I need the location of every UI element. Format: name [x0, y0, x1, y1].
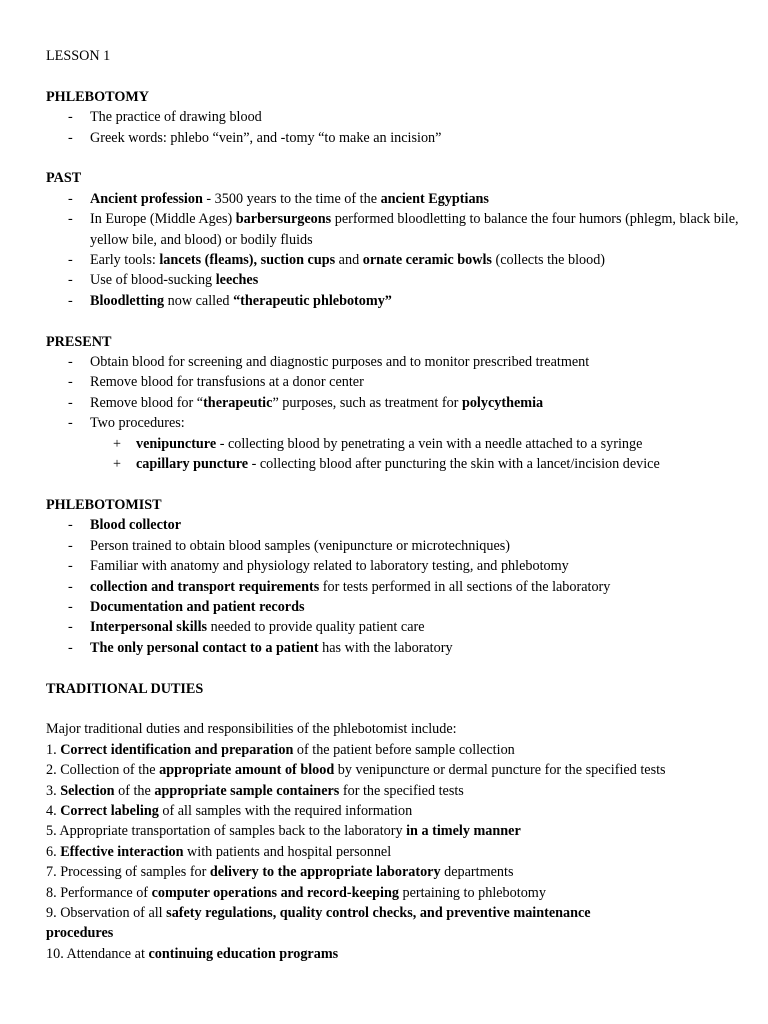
section-present: [46, 332, 728, 475]
bullet-list: [46, 107, 728, 148]
list-item: - collection and transport requirements for tests performed in all sections of the laboratory: [68, 578, 611, 595]
duties-intro: Major traditional duties and responsibilities of the phlebotomist include:: [46, 721, 457, 738]
section-phlebotomy: [46, 87, 728, 148]
list-item: - Blood collector: [68, 517, 182, 534]
section-heading: PHLEBOTOMIST: [46, 496, 162, 513]
list-item: - Remove blood for “therapeutic” purposes, such as treatment for polycythemia: [68, 394, 544, 411]
section-heading: TRADITIONAL DUTIES: [46, 680, 204, 697]
numbered-item: 4. Correct labeling of all samples with the required information: [46, 802, 413, 819]
list-item: - Early tools: lancets (fleams), suction cups and ornate ceramic bowls (collects the blood): [68, 252, 606, 269]
numbered-item: 6. Effective interaction with patients and hospital personnel: [46, 843, 392, 860]
list-item: - Interpersonal skills needed to provide quality patient care: [68, 619, 425, 636]
bullet-list: [46, 352, 728, 434]
sub-list-item: + venipuncture - collecting blood by penetrating a vein with a needle attached to a syringe: [113, 435, 643, 452]
section-traditional-duties: [46, 679, 728, 965]
list-item: - Remove blood for transfusions at a donor center: [68, 374, 364, 391]
numbered-item: 5. Appropriate transportation of samples back to the laboratory in a timely manner: [46, 823, 521, 840]
list-item: - Greek words: phlebo “vein”, and -tomy “to make an incision”: [68, 129, 442, 146]
list-item: - Obtain blood for screening and diagnostic purposes and to monitor prescribed treatment: [68, 354, 590, 371]
list-item: - Bloodletting now called “therapeutic phlebotomy”: [68, 292, 392, 309]
list-item: - The only personal contact to a patient has with the laboratory: [68, 639, 453, 656]
sub-list-item: + capillary puncture - collecting blood after puncturing the skin with a lancet/incision device: [113, 456, 660, 473]
list-item: - Use of blood-sucking leeches: [68, 272, 259, 289]
list-item: - Familiar with anatomy and physiology related to laboratory testing, and phlebotomy: [68, 558, 569, 575]
section-heading: PRESENT: [46, 333, 112, 350]
list-item: - The practice of drawing blood: [68, 109, 262, 126]
bullet-list: [46, 189, 739, 311]
sub-bullet-list: [46, 434, 728, 475]
section-phlebotomist: [46, 495, 728, 658]
numbered-item: 1. Correct identification and preparation of the patient before sample collection: [46, 741, 515, 758]
numbered-item: 9. Observation of all safety regulations, quality control checks, and preventive maintenance procedures: [46, 904, 591, 942]
numbered-list: [46, 740, 728, 964]
numbered-item: 2. Collection of the appropriate amount of blood by venipuncture or dermal puncture for the specified tests: [46, 762, 666, 779]
numbered-item: 10. Attendance at continuing education programs: [46, 945, 339, 962]
section-heading: PAST: [46, 170, 82, 187]
section-heading: PHLEBOTOMY: [46, 88, 150, 105]
bullet-list: [46, 515, 728, 658]
numbered-item: 7. Processing of samples for delivery to the appropriate laboratory departments: [46, 864, 514, 881]
list-item: - In Europe (Middle Ages) barbersurgeons performed bloodletting to balance the four humors (phlegm, black bile, yellow bile, and blood) or bodily fluids: [68, 211, 739, 248]
list-item: - Person trained to obtain blood samples (venipuncture or microtechniques): [68, 537, 510, 554]
section-past: [46, 168, 739, 311]
list-item: - Documentation and patient records: [68, 598, 305, 615]
numbered-item: 8. Performance of computer operations and record-keeping pertaining to phlebotomy: [46, 884, 546, 901]
lesson-title: LESSON 1: [46, 48, 111, 64]
list-item: - Ancient profession - 3500 years to the time of the ancient Egyptians: [68, 190, 489, 207]
list-item: - Two procedures:: [68, 415, 185, 432]
numbered-item: 3. Selection of the appropriate sample containers for the specified tests: [46, 782, 464, 799]
